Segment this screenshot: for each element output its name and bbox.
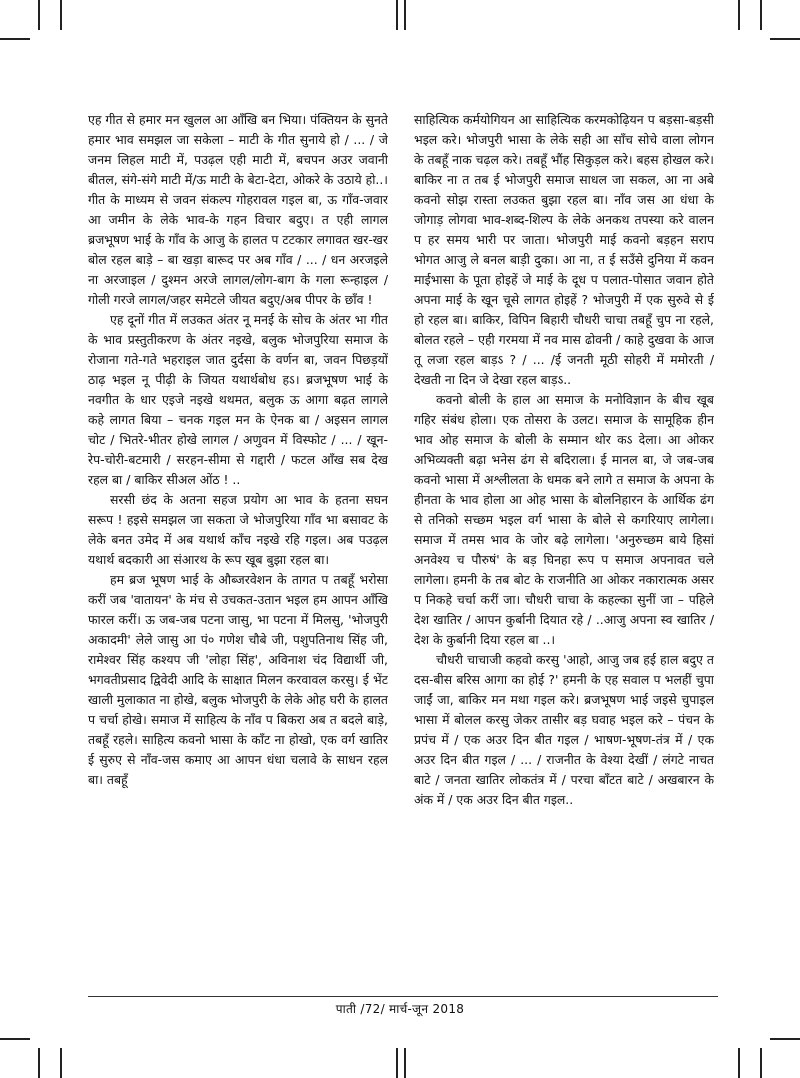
crop-mark [738, 1048, 740, 1078]
crop-mark [60, 0, 62, 30]
crop-mark [0, 1038, 30, 1040]
paragraph: हम ब्रज भूषण भाई के औब्जरवेशन के तागत प तबहूँ भरोसा करीं जब 'वातायन' के मंच से उचकत-उतान भइल हम आपन आँखि फारल करीं। ऊ जब-जब पटना जासु, भा पटना में मिलसु, 'भोजपुरी अकादमी' लेले जासु आ पं० गणेश चौबे जी, पशुपतिनाथ सिंह जी, रामेश्वर सिंह कश्यप जी 'लोहा सिंह', अविनाश चंद विद्यार्थी जी, भगवतीप्रसाद द्विवेदी आदि के साक्षात मिलन करवावल करसु। ई भेंट खाली मुलाकात ना होखे, बलुक भोजपुरी के लेके ओह घरी के हालत प चर्चा होखे। समाज में साहित्य के नाँव प बिकरा अब त बदले बाड़े, तबहूँ रहले। साहित्य कवनो भासा के काँट ना होखो, एक वर्ग खातिर ई सुरुए से नाँव-जस कमाए आ आपन धंधा चलावे के साधन रहल बा। तबहूँ [88, 572, 388, 787]
crop-mark [0, 38, 30, 40]
crop-mark [396, 0, 398, 30]
footer-divider [88, 996, 718, 997]
text-column-right [414, 110, 714, 990]
crop-mark [38, 0, 40, 30]
crop-mark [760, 0, 762, 30]
paragraph: कवनो बोली के हाल आ समाज के मनोविज्ञान के बीच खूब गहिर संबंध होला। एक तोसरा के उलट। समाज के सामूहिक हीन भाव ओह समाज के बोली के सम्मान थोर कऽ देला। आ ओकर अभिव्यक्ती बढ़ा भनेस ढंग से बदिराला। ई मानल बा, जे जब-जब कवनो भासा में अश्लीलता के धमक बने लागे त समाज के अपना के हीनता के भाव होला आ ओह भासा के बोलनिहारन के आर्थिक ढंग से तनिको सच्छम भइल वर्ग भासा के बोले से कगरियाए लागेला। समाज में तमस भाव के जोर बढ़े लागेला। 'अनुरुच्छम बाये हिसां अनवेश्य च पौरुषं' के बड़ घिनहा रूप प समाज अपनावत चले लागेला। हमनी के तब बोट के राजनीति आ ओकर नकारात्मक असर प निकहे चर्चा करीं जा। चौधरी चाचा के कहल्का सुनीं जा – पहिले देश खातिर / आपन कुर्बानी दियात रहे / ..आजु अपना स्व खातिर / देश के कुर्बानी दिया रहल बा ..। [414, 392, 714, 647]
paragraph: चौधरी चाचाजी कहवो करसु 'आहो, आजु जब हई हाल बदुए त दस-बीस बरिस आगा का होई ?' हमनी के एह सवाल प भलहीं चुपा जाईं जा, बाकिर मन मथा गइल करे। ब्रजभूषण भाई जइसे चुपाइल भासा में बोलल करसु जेकर तासीर बड़ घवाह भइल करे – पंचन के प्रपंच में / एक अउर दिन बीत गइल / भाषण-भूषण-तंत्र में / एक अउर दिन बीत गइल / ... / राजनीत के वेश्या देखीं / लंगटे नाचत बाटे / जनता खातिर लोकतंत्र में / परचा बाँटत बाटे / अखबारन के अंक में / एक अउर दिन बीत गइल.. [414, 652, 714, 807]
crop-mark [38, 1048, 40, 1078]
paragraph: सरसी छंद के अतना सहज प्रयोग आ भाव के हतना सघन सरूप ! हइसे समझल जा सकता जे भोजपुरिया गाँव भा बसावट के लेके बनत उमेद में अब यथार्थ काँच नइखे रहि गइल। अब पउढ़ल यथार्थ बदकारी आ संआरथ के रूप खूब बुझा रहल बा। [88, 492, 388, 567]
text-column-left [88, 110, 388, 990]
crop-mark [404, 1048, 406, 1078]
crop-mark [404, 0, 406, 30]
crop-mark [60, 1048, 62, 1078]
crop-mark [396, 1048, 398, 1078]
paragraph: साहित्यिक कर्मयोगियन आ साहित्यिक करमकोढ़ियन प बड़सा-बड़सी भइल करे। भोजपुरी भासा के लेके सही आ साँच सोचे वाला लोगन के तबहूँ नाक चढ़ल करे। तबहूँ भौंह सिकुड़ल करे। बहस होखल करे। बाकिर ना त तब ई भोजपुरी समाज साधल जा सकल, आ ना अबे कवनो सोझ रास्ता लउकत बुझा रहल बा। नाँव जस आ धंधा के जोगाड़ लोगवा भाव-शब्द-शिल्प के लेके अनकथ तपस्या करे वालन प हर समय भारी पर जाता। भोजपुरी माई कवनो बड़हन सराप भोगत आजु ले बनल बाड़ी दुका। आ ना, त ई सउँसे दुनिया में कवन माईभासा के पूता होइहें जे माई के दूध प पलात-पोसात जवान होते अपना माई के खून चूसे लागत होइहें ? भोजपुरी में एक सुरुवे से ई हो रहल बा। बाकिर, विपिन बिहारी चौधरी चाचा तबहूँ चुप ना रहले, बोलत रहले – एही गरमया में नव मास ढोवनी / काहे दुखवा के आज तू लजा रहल बाड़ऽ ? / ... /ई जनती मूठी सोहरी में ममोरती / देखती ना दिन जे देखा रहल बाड़ऽ.. [414, 112, 714, 387]
crop-mark [760, 1048, 762, 1078]
crop-mark [738, 0, 740, 30]
crop-mark [770, 38, 800, 40]
paragraph: एह गीत से हमार मन खुलल आ आँखि बन भिया। पंक्तियन के सुनते हमार भाव समझल जा सकेला – माटी के गीत सुनाये हो / ... / जे जनम लिहल माटी में, पउढ़ल एही माटी में, बचपन अउर जवानी बीतल, संगे-संगे माटी में/ऊ माटी के बेटा-देटा, ओकरे के उठाये हो..। गीत के माध्यम से जवन संकल्प गोहरावल गइल बा, ऊ गाँव-जवार आ जमीन के लेके भाव-के गहन विचार बदुए। त एही लागल ब्रजभूषण भाई के गाँव के आजु के हालत प टटकार लगावत खर-खर बोल रहल बाड़े – बा खड़ा बारूद पर अब गाँव / ... / धन अरजइले ना अरजाइल / दुश्मन अरजे लागल/लोग-बाग के गला रून्हाइल / गोली गरजे लागल/जहर समेटले जीयत बदुए/अब पीपर के छाँव ! [88, 112, 388, 307]
paragraph: एह दूनों गीत में लउकत अंतर नू मनई के सोच के अंतर भा गीत के भाव प्रस्तुतीकरण के अंतर नइखे, बलुक भोजपुरिया समाज के रोजाना गते-गते भहराइल जात दुर्दसा के वर्णन बा, जवन पिछड़यों ठाढ़ भइल नू पीढ़ी के जियत यथार्थबोध हऽ। ब्रजभूषण भाई के नवगीत के धार एइजे नइखे थथमत, बलुक ऊ आगा बढ़त लागले कहे लागत बिया – चनक गइल मन के ऐनक बा / अइसन लागल चोट / भितरे-भीतर होखे लागल / अणुवन में विस्फोट / ... / खून-रेप-चोरी-बटमारी / सरहन-सीमा से गद्दारी / फटल आँख सब देख रहल बा / बाकिर सीअल ओंठ ! .. [88, 312, 388, 487]
page-footer: पाती /72/ मार्च-जून 2018 [335, 1002, 465, 1016]
crop-mark [770, 1038, 800, 1040]
